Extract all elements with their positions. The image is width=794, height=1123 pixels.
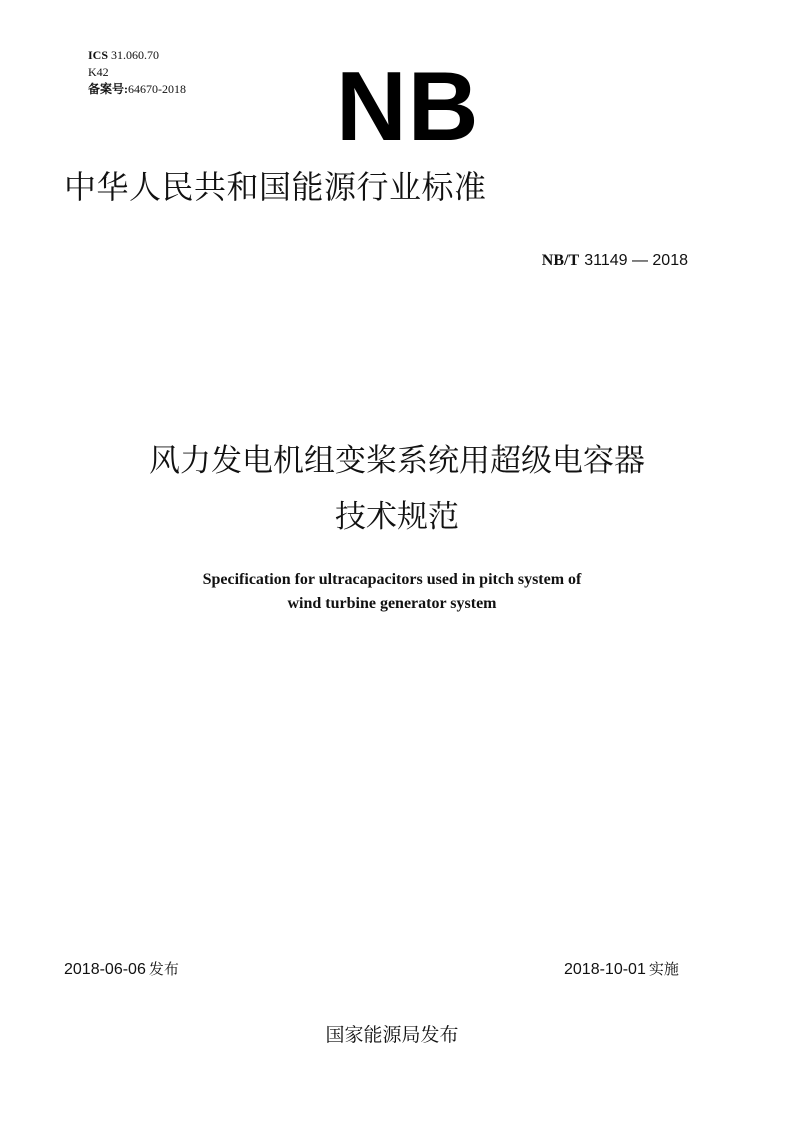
issue-date-value: 2018-06-06 — [64, 961, 146, 978]
standard-number-value: 31149 — 2018 — [584, 252, 688, 269]
nb-logo: NB — [336, 51, 480, 161]
title-en-line1: Specification for ultracapacitors used in pitch system of — [202, 571, 582, 588]
standard-category: 中华人民共和国能源行业标准 — [64, 168, 487, 206]
ccs-code: K42 — [88, 65, 109, 79]
classification-block — [88, 47, 186, 98]
record-number — [88, 81, 186, 98]
ics-code — [88, 47, 186, 64]
publisher: 国家能源局发布 — [325, 1024, 459, 1046]
standard-number-prefix: NB/T — [541, 252, 580, 269]
record-value: 64670-2018 — [128, 82, 186, 96]
issue-date-label: 发布 — [148, 960, 179, 978]
standard-number — [542, 250, 688, 271]
title-en-line2: wind turbine generator system — [287, 595, 497, 612]
ics-label: ICS — [88, 48, 109, 62]
issue-date — [64, 958, 179, 981]
ics-value: 31.060.70 — [111, 48, 160, 62]
implement-date-value: 2018-10-01 — [564, 961, 646, 978]
implement-date — [564, 958, 679, 981]
title-cn-line2: 技术规范 — [335, 499, 459, 535]
implement-date-label: 实施 — [648, 960, 679, 978]
record-label: 备案号: — [88, 82, 128, 96]
title-cn-line1: 风力发电机组变桨系统用超级电容器 — [149, 443, 645, 479]
